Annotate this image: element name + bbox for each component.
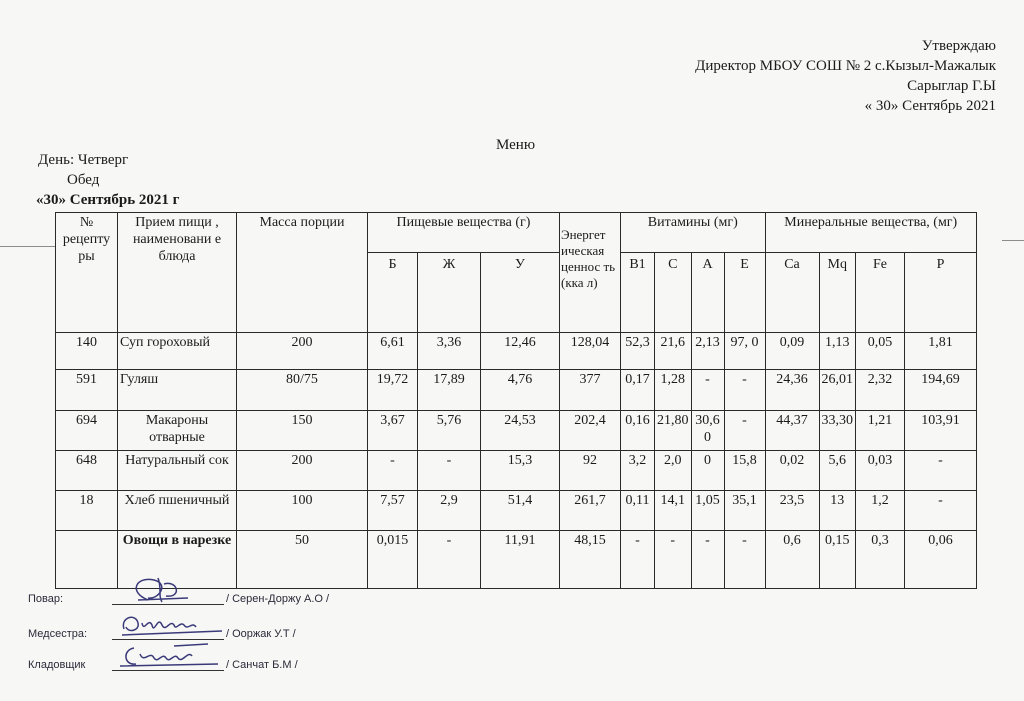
cell-ca: 23,5	[765, 491, 819, 531]
table-row	[56, 411, 977, 451]
cell-b: 6,61	[368, 333, 418, 370]
table-row	[56, 333, 977, 370]
cell-u: 11,91	[481, 531, 560, 589]
cell-no: 648	[56, 451, 118, 491]
cell-fe: 0,03	[856, 451, 905, 491]
cell-ca: 0,02	[765, 451, 819, 491]
cell-b: 19,72	[368, 370, 418, 411]
cell-b: -	[368, 451, 418, 491]
cell-a: -	[691, 370, 724, 411]
table-row	[56, 370, 977, 411]
cell-mass: 50	[237, 531, 368, 589]
cell-zh: -	[418, 451, 481, 491]
header-energy: Энергет ическая ценнос ть (кка л)	[560, 213, 621, 333]
cell-a: -	[691, 531, 724, 589]
handwritten-signature-icon	[118, 609, 228, 639]
cell-e: -	[724, 531, 765, 589]
scan-line-right	[1002, 240, 1024, 241]
signature-role: Повар:	[28, 593, 64, 605]
header-ca: Ca	[765, 253, 819, 333]
cell-fe: 2,32	[856, 370, 905, 411]
header-b: Б	[368, 253, 418, 333]
cell-fe: 1,21	[856, 411, 905, 451]
signature-role: Кладовщик	[28, 659, 86, 671]
cell-dish: Суп гороховый	[118, 333, 237, 370]
cell-c: 1,28	[655, 370, 692, 411]
approval-director: Директор МБОУ СОШ № 2 с.Кызыл-Мажалык	[695, 58, 996, 74]
header-row-1	[56, 213, 977, 253]
cell-energy: 377	[560, 370, 621, 411]
cell-mass: 200	[237, 333, 368, 370]
signature-line	[112, 590, 224, 605]
cell-dish: Гуляш	[118, 370, 237, 411]
menu-date: «30» Сентябрь 2021 г	[36, 192, 180, 208]
cell-zh: 17,89	[418, 370, 481, 411]
cell-p: 103,91	[905, 411, 977, 451]
header-nutrients: Пищевые вещества (г)	[368, 213, 560, 253]
header-u: У	[481, 253, 560, 333]
cell-energy: 202,4	[560, 411, 621, 451]
cell-mg: 5,6	[819, 451, 856, 491]
cell-mass: 150	[237, 411, 368, 451]
cell-mg: 0,15	[819, 531, 856, 589]
cell-no: 140	[56, 333, 118, 370]
signature-name: / Санчат Б.М /	[226, 659, 298, 671]
header-a: A	[691, 253, 724, 333]
cell-mass: 200	[237, 451, 368, 491]
cell-a: 0	[691, 451, 724, 491]
cell-e: -	[724, 370, 765, 411]
cell-ca: 0,6	[765, 531, 819, 589]
cell-p: 1,81	[905, 333, 977, 370]
approval-title: Утверждаю	[921, 38, 996, 54]
signature-storekeeper	[28, 656, 298, 671]
header-zh: Ж	[418, 253, 481, 333]
signature-name: / Ооржак У.Т /	[226, 628, 296, 640]
approval-block	[576, 36, 996, 116]
header-b1: B1	[621, 253, 655, 333]
header-c: C	[655, 253, 692, 333]
cell-b1: 3,2	[621, 451, 655, 491]
signature-line	[112, 656, 224, 671]
day-block	[38, 150, 179, 210]
cell-b: 3,67	[368, 411, 418, 451]
header-minerals: Минеральные вещества, (мг)	[765, 213, 977, 253]
cell-zh: 5,76	[418, 411, 481, 451]
cell-energy: 261,7	[560, 491, 621, 531]
cell-p: 0,06	[905, 531, 977, 589]
approval-date: « 30» Сентябрь 2021	[864, 98, 996, 114]
cell-zh: -	[418, 531, 481, 589]
cell-p: -	[905, 451, 977, 491]
cell-mg: 13	[819, 491, 856, 531]
cell-u: 51,4	[481, 491, 560, 531]
cell-b: 7,57	[368, 491, 418, 531]
cell-b1: 52,3	[621, 333, 655, 370]
cell-dish: Хлеб пшеничный	[118, 491, 237, 531]
cell-b1: -	[621, 531, 655, 589]
cell-u: 4,76	[481, 370, 560, 411]
cell-u: 12,46	[481, 333, 560, 370]
cell-dish: Овощи в нарезке	[118, 531, 237, 589]
cell-fe: 0,3	[856, 531, 905, 589]
cell-fe: 0,05	[856, 333, 905, 370]
table-row	[56, 491, 977, 531]
cell-p: -	[905, 491, 977, 531]
cell-e: 97, 0	[724, 333, 765, 370]
cell-c: 2,0	[655, 451, 692, 491]
cell-c: 14,1	[655, 491, 692, 531]
cell-energy: 92	[560, 451, 621, 491]
cell-b1: 0,11	[621, 491, 655, 531]
cell-mass: 80/75	[237, 370, 368, 411]
signature-name: / Серен-Доржу А.О /	[226, 593, 330, 605]
header-dish: Прием пищи , наименовани е блюда	[118, 213, 237, 333]
cell-zh: 3,36	[418, 333, 481, 370]
signature-nurse	[28, 625, 296, 640]
cell-a: 1,05	[691, 491, 724, 531]
cell-zh: 2,9	[418, 491, 481, 531]
cell-e: 15,8	[724, 451, 765, 491]
cell-dish: Макароны отварные	[118, 411, 237, 451]
cell-u: 24,53	[481, 411, 560, 451]
cell-a: 2,13	[691, 333, 724, 370]
cell-b1: 0,16	[621, 411, 655, 451]
header-recipe-no: № рецепту ры	[56, 213, 118, 333]
cell-b: 0,015	[368, 531, 418, 589]
cell-no: 591	[56, 370, 118, 411]
handwritten-signature-icon	[118, 640, 228, 670]
signature-cook	[28, 590, 329, 605]
handwritten-signature-icon	[118, 574, 198, 604]
cell-mass: 100	[237, 491, 368, 531]
cell-energy: 48,15	[560, 531, 621, 589]
cell-b1: 0,17	[621, 370, 655, 411]
day-label: День: Четверг	[38, 152, 129, 168]
menu-title: Меню	[496, 137, 536, 153]
approval-name: Сарыглар Г.Ы	[907, 78, 996, 94]
cell-ca: 44,37	[765, 411, 819, 451]
cell-mg: 26,01	[819, 370, 856, 411]
cell-u: 15,3	[481, 451, 560, 491]
cell-e: -	[724, 411, 765, 451]
cell-dish: Натуральный сок	[118, 451, 237, 491]
header-mass: Масса порции	[237, 213, 368, 333]
signature-role: Медсестра:	[28, 628, 88, 640]
header-e: E	[724, 253, 765, 333]
cell-mg: 1,13	[819, 333, 856, 370]
cell-c: -	[655, 531, 692, 589]
header-fe: Fe	[856, 253, 905, 333]
cell-ca: 0,09	[765, 333, 819, 370]
cell-c: 21,6	[655, 333, 692, 370]
signature-line	[112, 625, 224, 640]
cell-c: 21,80	[655, 411, 692, 451]
cell-ca: 24,36	[765, 370, 819, 411]
cell-e: 35,1	[724, 491, 765, 531]
meal-label: Обед	[67, 172, 100, 188]
header-mg: Mq	[819, 253, 856, 333]
cell-energy: 128,04	[560, 333, 621, 370]
cell-a: 30,6 0	[691, 411, 724, 451]
table-row	[56, 451, 977, 491]
cell-mg: 33,30	[819, 411, 856, 451]
scan-line-left	[0, 246, 55, 247]
cell-no	[56, 531, 118, 589]
header-p: P	[905, 253, 977, 333]
cell-no: 18	[56, 491, 118, 531]
cell-no: 694	[56, 411, 118, 451]
cell-p: 194,69	[905, 370, 977, 411]
cell-fe: 1,2	[856, 491, 905, 531]
header-vitamins: Витамины (мг)	[621, 213, 766, 253]
menu-table	[55, 212, 977, 589]
